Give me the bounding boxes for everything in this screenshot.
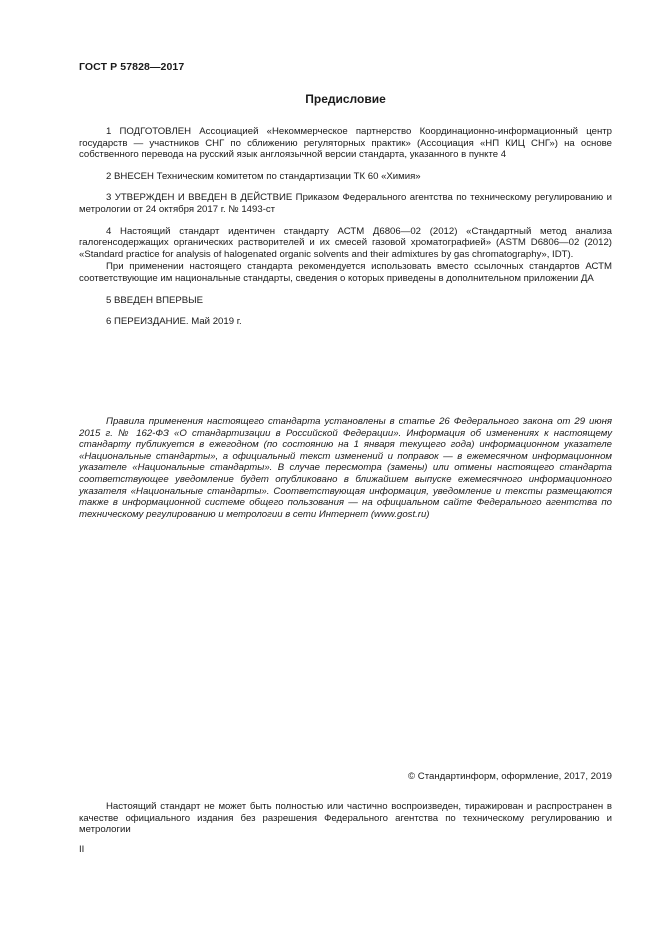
document-code: ГОСТ Р 57828—2017 <box>79 61 185 73</box>
paragraph-reference-note: При применении настоящего стандарта рекомендуется использовать вместо ссылочных стандартов АСТМ соответствующие им национальные стандарты, сведения о которых приведены в дополнительном приложении ДА <box>79 261 612 284</box>
paragraph-reissue: 6 ПЕРЕИЗДАНИЕ. Май 2019 г. <box>106 316 242 328</box>
usage-rules-notice: Правила применения настоящего стандарта установлены в статье 26 Федерального закона от 29 июня 2015 г. № 162-ФЗ «О стандартизации в Российской Федерации». Информация об изменениях к настоящему стандарту публикуется в ежегодном (по состоянию на 1 января текущего года) информационном указателе «Национальные стандарты», а официальный текст изменений и поправок — в ежемесячном информационном указателе «Национальные стандарты». В случае пересмотра (замены) или отмены настоящего стандарта соответствующее уведомление будет опубликовано в ближайшем выпуске ежемесячного информационного указателя «Национальные стандарты». Соответствующая информация, уведомление и тексты размещаются также в информационной системе общего пользования — на официальном сайте Федерального агентства по техническому регулированию и метрологии в сети Интернет (www.gost.ru) <box>79 416 612 520</box>
copyright-line: © Стандартинформ, оформление, 2017, 2019 <box>408 771 612 782</box>
paragraph-introduced-first: 5 ВВЕДЕН ВПЕРВЫЕ <box>106 294 204 306</box>
paragraph-submitted-by: 2 ВНЕСЕН Техническим комитетом по стандартизации ТК 60 «Химия» <box>106 170 421 182</box>
page-number: II <box>79 844 85 855</box>
reproduction-rights-notice: Настоящий стандарт не может быть полностью или частично воспроизведен, тиражирован и распространен в качестве официального издания без разрешения Федерального агентства по техническому регулированию и метрологии <box>79 801 612 836</box>
paragraph-identical-standard: 4 Настоящий стандарт идентичен стандарту АСТМ Д6806—02 (2012) «Стандартный метод анализа галогенсодержащих органических растворителей и их смесей газовой хроматографией» (ASTM D6806—02 (2012) «Standard practice for analysis of halogenated organic solvents and their admixtures by gas chromatography», IDT). <box>79 225 612 260</box>
paragraph-prepared-by: 1 ПОДГОТОВЛЕН Ассоциацией «Некоммерческое партнерство Координационно-информационный центр государств — участников СНГ по сближению регуляторных практик» (Ассоциация «НП КИЦ СНГ») на основе собственного перевода на русский язык англоязычной версии стандарта, указанного в пункте 4 <box>79 126 612 161</box>
paragraph-approved: 3 УТВЕРЖДЕН И ВВЕДЕН В ДЕЙСТВИЕ Приказом Федерального агентства по техническому регулированию и метрологии от 24 октября 2017 г. № 1493-ст <box>79 192 612 215</box>
foreword-body <box>79 126 612 328</box>
page-title: Предисловие <box>305 92 386 106</box>
